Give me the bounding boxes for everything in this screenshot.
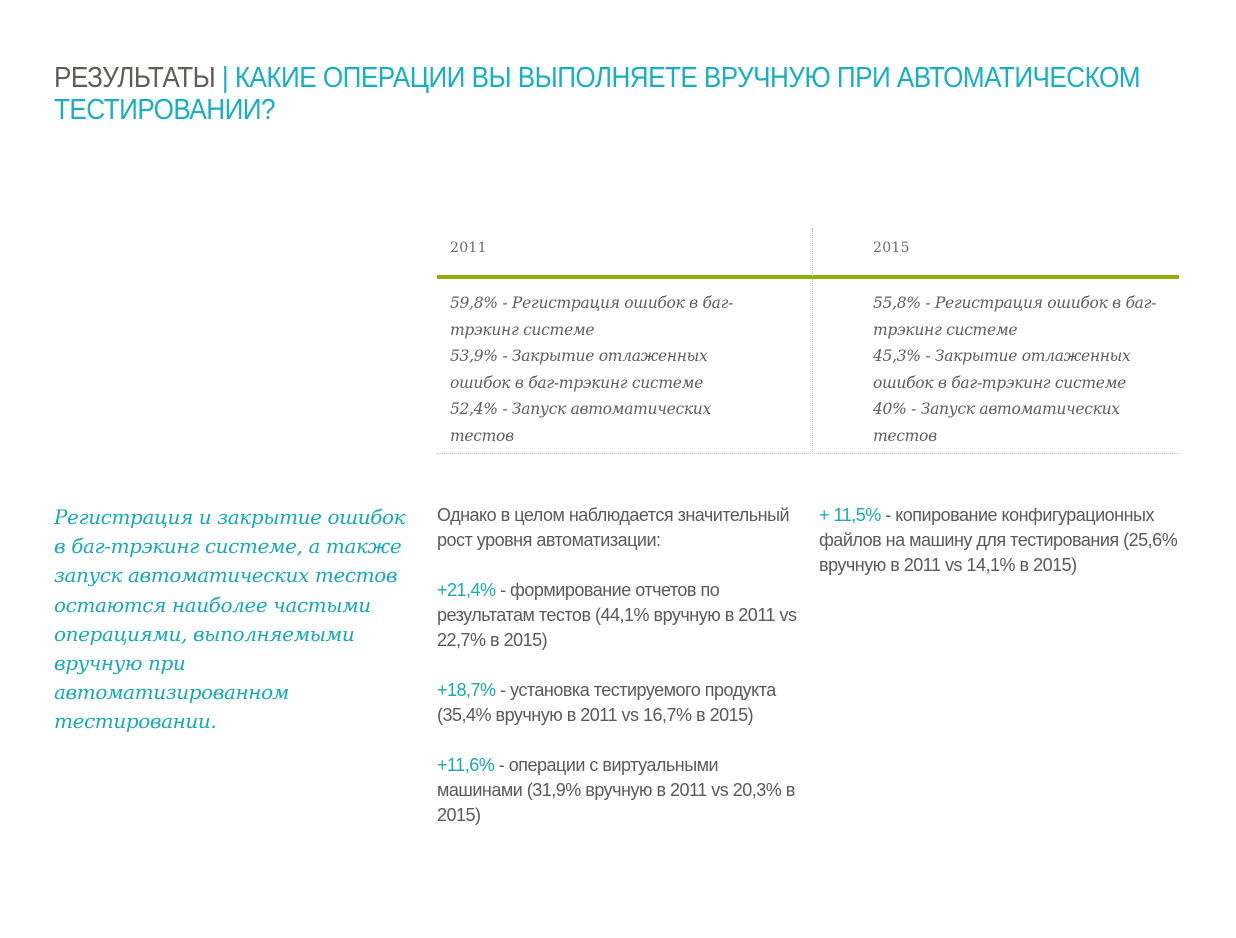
column-items — [873, 290, 1173, 449]
page-title — [54, 62, 1215, 126]
list-item: 52,4% - Запуск автоматических тестов — [450, 400, 711, 445]
callout-text: Регистрация и закрытие ошибок в баг-трэкинг системе, а также запуск автоматических тестов остаются наиболее частыми операциями, выполняемыми вручную при автоматизированном тестировании. — [54, 505, 406, 734]
growth-delta: +18,7% — [437, 680, 496, 700]
list-item: 45,3% - Закрытие отлаженных ошибок в баг-трэкинг системе — [873, 347, 1131, 392]
column-2015 — [812, 228, 1179, 455]
column-year: 2015 — [873, 240, 910, 256]
title-question: КАКИЕ ОПЕРАЦИИ ВЫ ВЫПОЛНЯЕТЕ ВРУЧНУЮ ПРИ АВТОМАТИЧЕСКОМ ТЕСТИРОВАНИИ? — [54, 62, 1140, 126]
growth-intro: Однако в целом наблюдается значительный рост уровня автоматизации: — [437, 505, 790, 550]
list-item: 40% - Запуск автоматических тестов — [873, 400, 1120, 445]
list-item: 53,9% - Закрытие отлаженных ошибок в баг-трэкинг системе — [450, 347, 708, 392]
title-prefix: РЕЗУЛЬТАТЫ — [54, 62, 216, 94]
title-separator: | — [221, 62, 229, 94]
list-item: 59,8% - Регистрация ошибок в баг-трэкинг системе — [450, 294, 734, 339]
growth-text: - копирование конфигурационных файлов на машину для тестирования (25,6% вручную в 2011 vs 14,1% в 2015) — [819, 505, 1178, 575]
growth-item — [437, 578, 807, 653]
growth-item — [437, 753, 807, 828]
growth-item — [819, 503, 1189, 578]
growth-text: - установка тестируемого продукта (35,4% вручную в 2011 vs 16,7% в 2015) — [437, 680, 776, 725]
comparison-table — [437, 228, 1179, 455]
growth-text: - операции с виртуальными машинами (31,9% вручную в 2011 vs 20,3% в 2015) — [437, 755, 795, 825]
growth-delta: +11,6% — [437, 755, 495, 775]
list-item: 55,8% - Регистрация ошибок в баг-трэкинг системе — [873, 294, 1157, 339]
growth-text: - формирование отчетов по результатам тестов (44,1% вручную в 2011 vs 22,7% в 2015) — [437, 580, 797, 650]
growth-item — [437, 678, 807, 728]
growth-list-left — [437, 503, 807, 853]
column-items — [450, 290, 760, 449]
growth-delta: + 11,5% — [819, 505, 881, 525]
column-year: 2011 — [450, 240, 487, 256]
growth-list-right — [819, 503, 1189, 603]
column-2011 — [437, 228, 812, 455]
growth-delta: +21,4% — [437, 580, 496, 600]
